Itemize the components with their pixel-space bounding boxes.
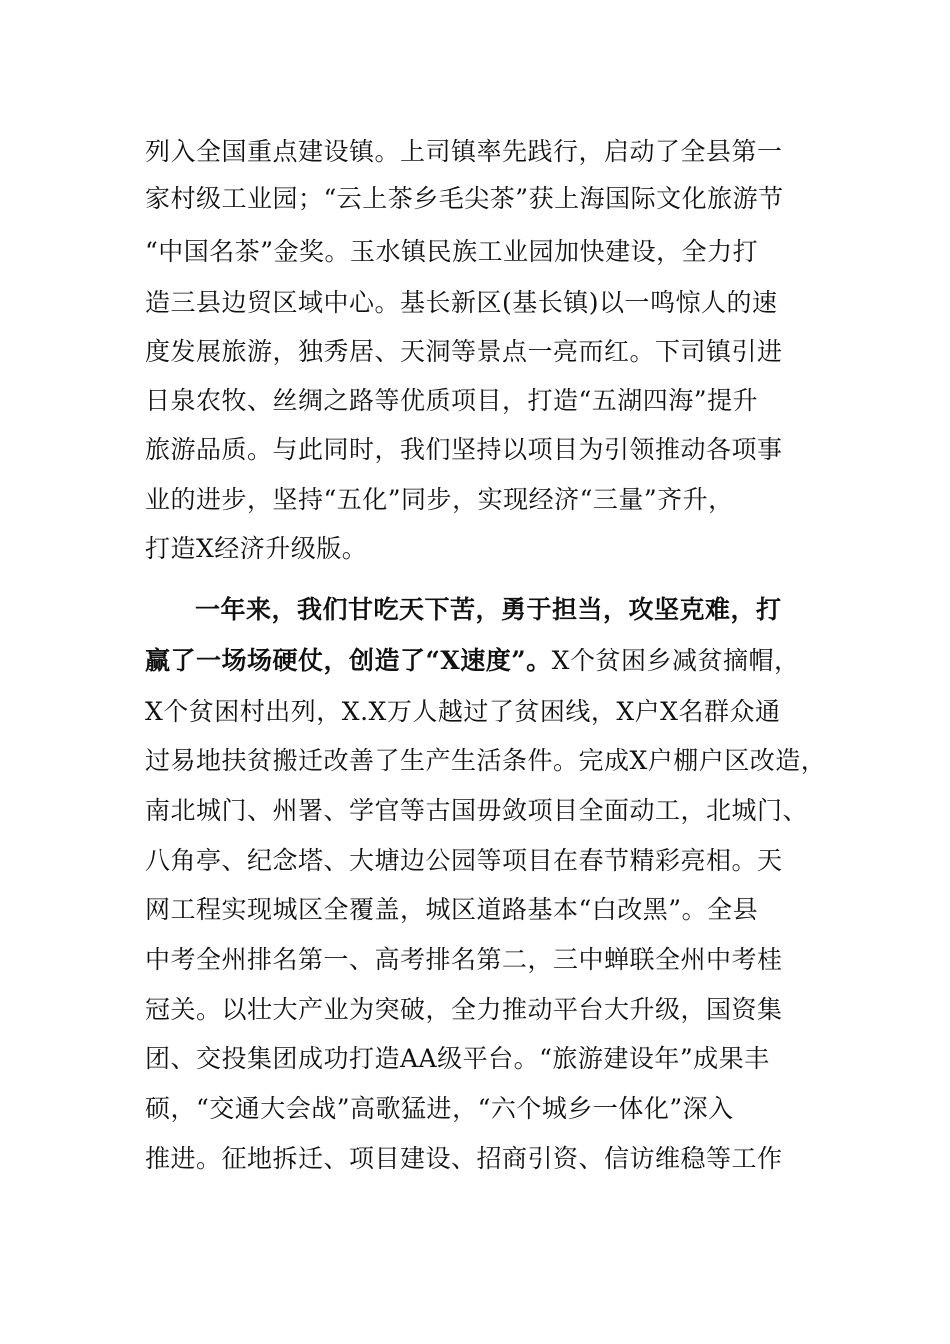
- paragraph-1-line-2: 家村级工业园；“云上茶乡毛尖茶”获上海国际文化旅游节: [145, 184, 784, 213]
- paragraph-2-line-3: X个贫困村出列，X.X万人越过了贫困线，X户X名群众通: [145, 697, 781, 726]
- paragraph-2-line-5: 南北城门、州署、学官等古国毋敛项目全面动工，北城门、: [145, 796, 809, 825]
- paragraph-2-line-10: 团、交投集团成功打造AA级平台。“旅游建设年”成果丰: [145, 1044, 770, 1073]
- paragraph-1-line-9: 打造X经济升级版。: [145, 534, 368, 563]
- paragraph-2-line-1-bold: 一年来，我们甘吃天下苦，勇于担当，攻坚克难，打: [195, 595, 782, 624]
- paragraph-1-line-8: 业的进步，坚持“五化”同步，实现经济“三量”齐升，: [145, 485, 734, 514]
- paragraph-2-line-6: 八角亭、纪念塔、大塘边公园等项目在春节精彩亮相。天: [145, 846, 783, 875]
- paragraph-2-line-4: 过易地扶贫搬迁改善了生产生活条件。完成X户棚户区改造，: [145, 746, 827, 775]
- paragraph-2-line-9: 冠关。以壮大产业为突破，全力推动平台大升级，国资集: [145, 995, 783, 1024]
- paragraph-1-line-1: 列入全国重点建设镇。上司镇率先践行，启动了全县第一: [145, 137, 783, 166]
- paragraph-2-line-8: 中考全州排名第一、高考排名第二，三中蝉联全州中考桂: [145, 945, 783, 974]
- paragraph-1-line-6: 日泉农牧、丝绸之路等优质项目，打造“五湖四海”提升: [145, 386, 759, 415]
- paragraph-1-line-3: “中国名茶”金奖。玉水镇民族工业园加快建设，全力打: [145, 237, 759, 266]
- paragraph-1-line-4: 造三县边贸区域中心。基长新区(基长镇)以一鸣惊人的速: [145, 288, 778, 317]
- paragraph-2-line-2-bold: 赢了一场场硬仗，创造了“X速度”。: [145, 646, 552, 675]
- paragraph-1-line-5: 度发展旅游，独秀居、天洞等景点一亮而红。下司镇引进: [145, 337, 783, 366]
- paragraph-2-line-11: 硕，“交通大会战”高歌猛进，“六个城乡一体化”深入: [145, 1094, 734, 1123]
- paragraph-2-line-2: [145, 646, 799, 676]
- paragraph-2-line-2-rest: X个贫困乡减贫摘帽，: [551, 646, 800, 675]
- paragraph-2-line-7: 网工程实现城区全覆盖，城区道路基本“白改黑”。全县: [145, 895, 759, 924]
- paragraph-2-line-12: 推进。征地拆迁、项目建设、招商引资、信访维稳等工作: [145, 1144, 783, 1173]
- paragraph-1-line-7: 旅游品质。与此同时，我们坚持以项目为引领推动各项事: [145, 435, 783, 464]
